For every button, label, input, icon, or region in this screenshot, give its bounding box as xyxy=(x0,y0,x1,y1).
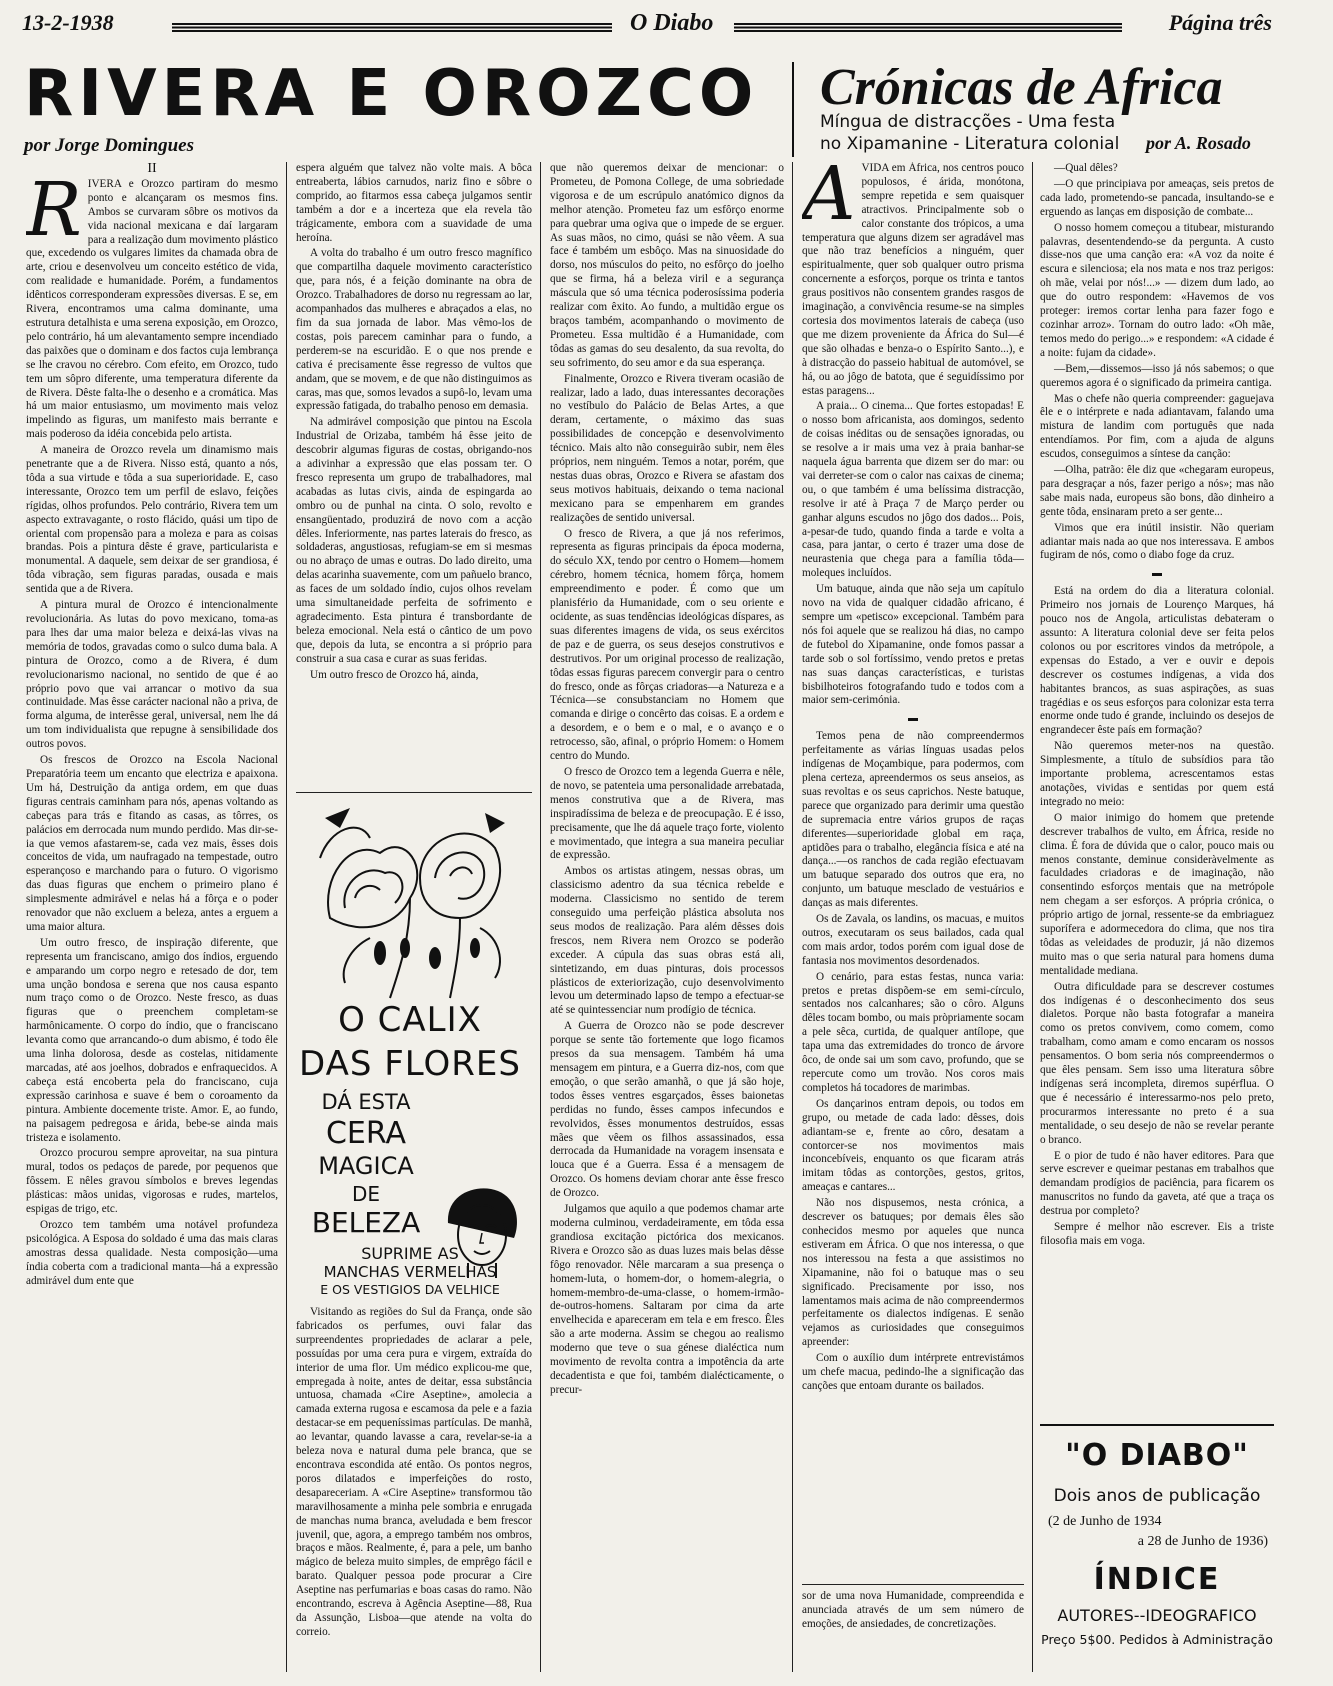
drop-cap: R xyxy=(26,166,82,253)
article-column-5 xyxy=(1040,162,1274,1416)
column-rule xyxy=(792,162,793,1672)
paragraph: Os dançarinos entram depois, ou todos em grupo, ou metade de cada lado: dêsses, dois adiantam-se e, frente ao côro, desatam a contorcer-se nos movimentos mais inconcebíveis, enquanto os que ficaram atrás imitam tôdas as contorções, gestos, gritos, ameaças e cantares... xyxy=(802,1097,1024,1194)
masthead-rule-right xyxy=(734,23,1122,32)
paragraph: —Bem,—dissemos—isso já nós sabemos; o que queremos agora é o significado da primeira cantiga. xyxy=(1040,362,1274,389)
notice-subtitle: Dois anos de publicação xyxy=(1053,1486,1261,1506)
masthead-rule-left xyxy=(172,23,612,32)
paragraph: E o pior de tudo é não haver editores. Para que serve escrever e queimar pestanas em trabalhos que demandam prodígios de paciência, para ficarem os manuscritos no fundo da gaveta, até que a traça os destrua por completo? xyxy=(1040,1149,1274,1218)
article-column-3 xyxy=(550,162,784,1672)
paragraph: Com o auxílio dum intérprete entrevistámos um chefe macua, pedindo-lhe a significação das canções que entoam durante os bailados. xyxy=(802,1352,1024,1392)
subtitle-line-2: no Xipamanine - Literatura colonial xyxy=(820,134,1120,154)
ad-line-5: MAGICA xyxy=(318,1152,414,1180)
advertisement-body xyxy=(296,1306,532,1672)
publication-name: O Diabo xyxy=(630,10,714,36)
paragraph: Um outro fresco de Orozco há, ainda, xyxy=(310,668,479,681)
paragraph: A maneira de Orozco revela um dinamismo mais penetrante que a de Rivera. Nisso está, quanto a nós, tôda a sua virtude e tôda a sua superioridade. E, caso interessante, Orozco tem um perfil de eslavo, feições rígidas, olhos profundos. Pelo contrário, Rivera tem um aspecto extravagante, o rosto flácido, quási um tipo de oriental com propensão para a moleza e para as coisas brandas. Pois a pintura dêste é grave, particularista e monumental. A daquele, sem deixar de ser grandiosa, é tôda vibração, sem figuras paradas, ousada e mais sentida que a de Rivera. xyxy=(26,444,278,596)
article-column-2 xyxy=(296,162,532,788)
paragraph: Orozco procurou sempre aproveitar, na sua pintura mural, todos os pedaços de parede, por pequenos que fôssem. E nêles gravou símbolos e breves legendas plásticas: mãos unidas, vigorosas e rudes, martelos, espigas de trigo, etc. xyxy=(26,1147,278,1216)
paragraph: Ambos os artistas atingem, nessas obras, um classicismo adentro da sua técnica rebelde e moderna. Classicismo no sentido de terem conseguido uma perfeição plástica absoluta nos seus modos de realização. Para além dêsses dois frescos, nem Rivera nem Orozco se poderão exceder. A cúpula das suas obras está ali, sintetizando, em duas pinturas, dois processos plásticos de exteriorização, cujo desenvolvimento levou um determinado lapso de tempo a efectuar-se até se quintessenciar num prodígio de técnica. xyxy=(550,865,784,1017)
paragraph: Um batuque, ainda que não seja um capítulo novo na vida de qualquer cidadão africano, é sempre um «petisco» excepcional. Também para nós foi aquele que se realizou há dias, no campo de futebol do Xipamanine, onde fomos passar a tarde sob o sol fortíssimo, vendo pretos e pretas nas suas danças características, e turistas bisbilhoteiros fotografando tudo e todos com a maior sem-cerimónia. xyxy=(802,583,1024,707)
paragraph: Finalmente, Orozco e Rivera tiveram ocasião de realizar, lado a lado, duas interessantes decorações no vestíbulo do Palácio de Belas Artes, a que deram, certamente, o máximo das suas possibilidades de concepção e desenvolvimento técnico. Mais alto não conseguirão subir, nem êles próprios, nem ninguém. Temos a notar, porém, que nestas duas obras, Orozco e Rivera se afastam dos seus motivos habituais, deixando o tema nacional mexicano para se empenharem em grandes realizações de sentido universal. xyxy=(550,372,784,524)
paragraph: VIDA em África, nos centros pouco populosos, é árida, monótona, sempre repetida e sem quaisquer atractivos. Principalmente sob o calor constante dos trópicos, a uma temperatura que alguns dizem ser agradável mas que não traz benefícios a ninguém, quer espiritualmente, quer sob qualquer outro prisma concernente a esforços, porque os trinta e tantos graus positivos não consentem grandes rasgos de imaginação, a convivência resume-se na simples cortesia dos movimentos laterais de cabeça (uso que me dizem proveniente da África do Sul—é que são olhadas e benza-o o Espírito Santo...), e à distracção do passeio habitual de automóvel, se há, ou ao jôgo de batota, que é seguidíssimo por estas paragens... xyxy=(802,162,1024,397)
paragraph: Está na ordem do dia a literatura colonial. Primeiro nos jornais de Lourenço Marques, há pouco nos de Angola, articulistas debateram o assunto: A literatura colonial deve ser feita pelos colonos ou por escritores vindos da metrópole, a expensas do Estado, a ver e ouvir e depois descrever os costumes indígenas, a vida dos habitantes brancos, as suas aspirações, as suas tragédias e os seus esforços para colonizar esta terra enorme onde tudo é grande, incluindo os desejos de engrandecer êste país em formação? xyxy=(1040,585,1274,737)
paragraph: espera alguém que talvez não volte mais. A bôca entreaberta, lábios carnudos, nariz fino e sôbre o comprido, ao fitarmos essa cabeça julgamos sentir também a dor e a incerteza que ela revela tão trágicamente, embora com a suavidade de uma heroína. xyxy=(296,162,532,244)
paragraph: O fresco de Orozco tem a legenda Guerra e nêle, de novo, se patenteia uma personalidade arrebatada, menos construtiva que a de Rivera, mas inspiradíssima de beleza e de preocupação. E é isso, precisamente, que lhe dá aquele traço forte, violento e movimentado, que integra a sua maneira peculiar de expressão. xyxy=(550,765,784,862)
article-column-1 xyxy=(26,162,278,1672)
column-rule xyxy=(1032,162,1033,1672)
paragraph: Não queremos meter-nos na questão. Simplesmente, a título de subsídios para tão importante problema, acrescentamos estas anotações, vividas e sentidas por quem está integrado no meio: xyxy=(1040,740,1274,808)
paragraph: IVERA e Orozco partiram do mesmo ponto e alcançaram os mesmos fins. Ambos se curvaram sôbre os motivos da vida nacional mexicana e daí largaram para a realização dum movimento plástico que, excedendo os vulgares limites da chamada obra de arte, criou e desenvolveu um conceito estético de vida, com realidade e humanidade. Porém, a fundamentos idênticos corresponderam expressões diversas. E se, em Rivera, encontramos uma calma dominante, uma estrutura detalhista e uma serena exposição, em Orozco, pelo contrário, há um alevantamento sempre incendiado das paixões que o dominam e dos factos cuja lembrança se lhe cravou no cérebro. Com efeito, em Orozco, tudo tem um sôpro diferente, uma temperatura diferente da de Rivera. Dêste falta-lhe o desenho e a cromática. Mas há um maior entusiasmo, um movimento mais veloz impelindo as figuras, um manifesto mais berrante e mais poderoso da idéia concebida pelo artista. xyxy=(26,177,278,441)
ad-headline-1: O CALIX xyxy=(338,1000,482,1040)
column-rule xyxy=(540,162,541,1672)
paragraph: Os frescos de Orozco na Escola Nacional Preparatória teem um encanto que electriza e apaixona. Um há, Destruição da antiga ordem, em que duas figuras centrais caminham para nós, apenas voltando as cabeças para trás e fitando as casas, as tôrres, os palácios em derrocada num mundo perdido. Mas dir-se-ia que vemos afastarem-se, cada vez mais, êsses dois conceitos de vida, um naufragado na tempestade, outro esperançoso e marchando para o futuro. O vigorismo das duas figuras que enchem o primeiro plano é simplesmente admirável e nelas há a fôrça e o poder renovador que não excluem a beleza, antes a erguem a uma maior altura. xyxy=(26,754,278,933)
paragraph: Outra dificuldade para se descrever costumes dos indígenas é o desconhecimento dos seus dialetos. Porque não basta fotografar a maneira como os pretos convivem, como comem, como trabalham, como amam e como encaram os nossos pensamentos. O bom seria nós compreendermos o que êles pensam. Sem isso uma literatura sôbre indígenas será incompleta, diremos supérflua. O que é necessário é interessarmo-nos pelo preto, procurarmos interessante no preto é a sua mentalidade, o seu desejo de não se revelar perante o branco. xyxy=(1040,980,1274,1146)
paragraph: O fresco de Rivera, a que já nos referimos, representa as figuras principais da época moderna, do século XX, tendo por centro o Homem—homem cérebro, homem técnica, homem fôrça, homem empreendimento e poder. É como que um planisfério da Humanidade, com o seu oriente e ocidente, as suas tendências ideológicas díspares, as suas diferentes imagens de vida, os seus exércitos de paz e de guerra, os seus desejos construtivos e destrutivos. Por um original processo de realização, tôdas essas figuras parecem convergir para o centro do fresco, onde as fôrças criadoras—a Natureza e a Técnica—se consubstanciam no Homem que comanda e dirige o concêrto das coisas. E a ordem e a desordem, e o bem e o mal, e o avanço e o retrocesso, são, afinal, o próprio Homem: o Homem centro do Mundo. xyxy=(550,527,784,763)
advertisement xyxy=(296,798,524,1298)
section-number: II xyxy=(147,162,157,176)
ad-line-10: E OS VESTIGIOS DA VELHICE xyxy=(320,1282,500,1297)
notice-index-heading: ÍNDICE xyxy=(1093,1562,1221,1597)
paragraph: Não nos dispusemos, nesta crónica, a descrever os batuques; por demais êles são conhecidos mesmo por aqueles que nunca estiveram em África. O que nos interessa, o que nos interessou na festa a que assistimos no Xipamanine, não foi o batuque mas o seu significado. Precisamente por isso, nos lamentamos mais acima de não compreendermos perfeitamente os dialectos indígenas. E senão vejamos as curiosidades que conseguimos apreender: xyxy=(802,1197,1024,1349)
notice-title: "O DIABO" xyxy=(1065,1438,1249,1473)
article-column-4 xyxy=(802,162,1024,1576)
paragraph: —O que principiava por ameaças, seis pretos de cada lado, prometendo-se pancada, insultando-se e erguendo as lanças em disposição de combate... xyxy=(1040,177,1274,218)
ad-top-rule xyxy=(296,792,532,793)
right-article-title: Crónicas de Africa xyxy=(820,59,1223,116)
paragraph: que não queremos deixar de mencionar: o Prometeu, de Pomona College, de uma sobriedade vigorosa e de um escrúpulo anatómico dignos da melhor atenção. Prometeu faz um esfôrço enorme para quebrar uma ogiva que o impede de se erguer. As suas mãos, no cimo, quási se não vêem. A sua face é também um esbôço. Mas na sinuosidade do dorso, nos músculos do peito, no esfôrço do joelho que se firma, há a beleza viril e a segurança máscula que só uma técnica poderosíssima poderia realizar com êxito. Ao fundo, a multidão ergue os braços também, acompanhando o movimento de Prometeu. Essa multidão é a Humanidade, com tôdas as gamas do seu desalento, da sua revolta, do seu sofrimento, do seu amor e da sua esperança. xyxy=(550,162,784,369)
paragraph: A volta do trabalho é um outro fresco magnífico que compartilha daquele movimento característico que, para nós, é a feição dominante na obra de Orozco. Trabalhadores de dorso nu regressam ao lar, acompanhados das mulheres e abraçados a elas, no fim da sua jornada de labor. Mas vêmo-los de costas, pois parecem caminhar para o fundo, a perderem-se na escuridão. E o que nos prende e cativa é precisamente êsse regresso de vultos que andam, que se movem, e de que não distinguimos as caras, mas que, somos levados a supô-lo, levam uma expressão fatigada, do trabalho penoso em demasia. xyxy=(296,247,532,413)
right-article-subtitle xyxy=(820,111,1119,155)
paragraph: Orozco tem também uma notável profundeza psicológica. A Esposa do soldado é uma das mais claras amostras dessa qualidade. Nesta composição—uma índia coberta com a tradicional manta—há a expressão admirável dum ente que xyxy=(26,1218,278,1287)
paragraph: Um outro fresco, de inspiração diferente, que representa um franciscano, amigo dos índios, erguendo e amparando um corpo negro e retesado de dor, tem uma unção bondosa e serena que nos causa espanto num traço como o de Orozco. Neste fresco, as duas figuras que o preenchem completam-se harmônicamente. O corpo do índio, que o franciscano levanta como que arrancando-o dum abismo, é todo êle uma linha dolorosa, desde as costelas, nitidamente marcadas, até aos joelhos, dobrados e enfraquecidos. A cabeça está encoberta pela do franciscano, cuja expressão carinhosa e suave é bem o coroamento da pintura. Ambiente docemente triste. Amor. E, ao fundo, na paisagem pedregosa e árida, bebe-se ainda mais tristeza e isolamento. xyxy=(26,936,278,1144)
left-article-title: RIVERA E OROZCO xyxy=(24,57,759,131)
ad-body-paragraph: Visitando as regiões do Sul da França, onde são fabricados os perfumes, ouvi falar das surpreendentes propriedades de aclarar a pele, possuídas por uma cera pura e virgem, extraída do interior de uma flor. Um médico explicou-me que, empregada à noite, antes de deitar, essa substância untuosa, chamada «Cire Aseptine», amolecia a camada externa rugosa e escamosa da pele e a fazia destacar-se em pequeníssimas partículas. De manhã, ao levantar, quando lavasse a cara, revelar-se-ia a beleza nova e natural duma pele branca, que se encontrava escondida até então. Os pontos negros, poros dilatados e imperfeições do rosto, desapareceriam. A «Cire Aseptine» transformou tão maravilhosamente a minha pele sombria e enrugada de manchas numa branca, aveludada e bem frescor juvenil, que, agora, a emprego também nos ombros, braços e mãos. Realmente, é, para a pele, um banho mágico de beleza muito simples, de emprêgo fácil e barato. Qualquer pessoa pode procurar a Cire Aseptine nas perfumarias e boas casas do ramo. Não encontrando, escreva à Agência Aseptine—88, Rua da Assunção, Lisboa—que atende na volta do correio. xyxy=(296,1306,532,1638)
ad-line-9: MANCHAS VERMELHAS xyxy=(323,1263,497,1281)
headline-divider xyxy=(792,62,794,157)
section-ornament: ▬ xyxy=(1152,568,1162,580)
ad-headline-2: DAS FLORES xyxy=(299,1044,521,1084)
ad-line-3: DÁ ESTA xyxy=(321,1090,411,1114)
notice-date-end: a 28 de Junho de 1936) xyxy=(1137,1534,1268,1549)
paragraph: Mas o chefe não queria compreender: gaguejava êle e o intérprete e nada adiantavam, falando uma mistura de landim com português que nada entendíamos. Por fim, com a ajuda de alguns escudos, conseguimos a síntese da canção: xyxy=(1040,392,1274,461)
right-article-byline: por A. Rosado xyxy=(1146,133,1251,153)
issue-date: 13-2-1938 xyxy=(22,10,114,35)
ad-line-6: DE xyxy=(351,1182,381,1206)
paragraph: O cenário, para estas festas, nunca varia: pretos e pretas dispõem-se em semi-círculo, sentados nos calcanhares; são o côro. Alguns dêles tocam bombo, ou mais pròpriamente socam a pele sêca, curtida, de qualquer antílope, que tapa uma das extremidades do tronco de árvore ôco, de onde sai um som cavo, profundo, que se repercute como um trovão. Nos coros mais completos há tocadores de marimbas. xyxy=(802,970,1024,1094)
subtitle-line-1: Míngua de distracções - Uma festa xyxy=(820,112,1116,132)
ad-line-7: BELEZA xyxy=(311,1206,421,1239)
notice-index-type: AUTORES--IDEOGRAFICO xyxy=(1057,1606,1257,1625)
left-article-byline: por Jorge Domingues xyxy=(24,135,194,156)
drop-cap: A xyxy=(802,162,856,237)
paragraph: A praia... O cinema... Que fortes estopadas! E o nosso bom africanista, aos domingos, sedento de coisas inéditas ou de sensações ignoradas, ou se resolve a ir mais uma vez à praia banhar-se naquela água barrenta que dizem ser do mar: ou vai derreter-se com o calor nas caixas de cinema; ou, o que também é uma belíssima distracção, resolve ir até à Praça 7 de Março perder ou ganhar alguns escudos no jôgo dos dados... Pois, a-pesar-de tudo, quando finda a tarde e volta a casa, para jantar, o certo é trazer uma dose de neurastenia que chega para a família tôda—moleques incluídos. xyxy=(802,400,1024,580)
paragraph: Julgamos que aquilo a que podemos chamar arte moderna culminou, verdadeiramente, em tôda essa grandiosa excitação pictórica dos mexicanos. Rivera e Orozco são as duas luzes mais belas dêsse fôgo renovador. Nêle marcaram a sua presença o homem-luta, o homem-dor, o homem-alegria, o homem-membro-de-uma-classe, o homem-irmão-de-outros-homens. Saltaram por cima da arte envelhecida e apareceram em tela e em fresco. Êles são a arte moderna. Assim se chegou ao realismo moderno que teve o sua génese dialéctica num movimento de revolta contra a impotência da arte decadentista e que foi, também dialécticamente, o precur- xyxy=(550,1203,784,1396)
paragraph: O nosso homem começou a titubear, misturando palavras, desentendendo-se da pergunta. A custo disse-nos que uma canção era: «A voz da noite é escura e silenciosa; ela nos mata e nos traz perigos: oh mãe, velai por nós!...» — dizem dum lado, ao que do outro respondem: «Havemos de vos proteger: iremos cortar lenha para fazer fogo e cozinhar arroz». Tornam do outro lado: «Oh mãe, temos medo do perigo...» e respondem: «A cidade é a noite: fujam da cidade». xyxy=(1040,221,1274,359)
page-number: Página três xyxy=(1168,10,1272,35)
paragraph: Vimos que era inútil insistir. Não queriam adiantar mais nada ao que nos interessava. E ambos fugiram de nós, como o diabo foge da cruz. xyxy=(1040,521,1274,562)
tail-rule xyxy=(802,1584,1024,1585)
paragraph: A Guerra de Orozco não se pode descrever porque se sente tão fortemente que logo ficamos presos da sua mensagem. Também há uma mensagem em pintura, e a Guerra diz-nos, com que emoção, o que serão amanhã, o que já são hoje, todos êsses ventres esgarçados, êsses baionetas perdidas no fundo, êsses campos infecundos e revolvidos, êsses monumentos destruídos, essas mães que vêem os filhos assassinados, essa derrocada da Humanidade na voragem insensata e louca que é a Guerra. Essa é a mensagem de Orozco. Os homens deviam chorar ante êsse fresco de Orozco. xyxy=(550,1020,784,1200)
left-article-continuation xyxy=(802,1590,1024,1670)
roses-illustration xyxy=(310,798,510,1003)
masthead xyxy=(22,10,1272,36)
paragraph: Sempre é melhor não escrever. Eis a triste filosofia mais em voga. xyxy=(1040,1221,1274,1247)
paragraph: —Qual dêles? xyxy=(1054,162,1118,174)
ad-line-8: SUPRIME AS xyxy=(361,1244,459,1263)
ad-line-4: CERA xyxy=(325,1116,407,1151)
diabo-index-notice xyxy=(1040,1424,1274,1672)
paragraph: O maior inimigo do homem que pretende descrever trabalhos de vulto, em África, reside no clima. É fora de dúvida que o calor, pouco mais ou menos constante, deminue consideràvelmente as faculdades criadoras e de imaginação, não consentindo esforços mentais que na metrópole nem chegam a ser esforços. A própria crónica, o próprio artigo de jornal, ressente-se da embriaguez suporífera e adormecedora do clima, que nos tira tôdas as veleidades de produzir, já não dizemos muito mas o que seria natural para homens duma mentalidade mediana. xyxy=(1040,811,1274,977)
paragraph: —Olha, patrão: êle diz que «chegaram europeus, para desgraçar a nós, fazer perigo a nós»; mas não sabe mais nada, europeus são bons, dão dinheiro a gente tôda, ensinaram preto a ser gente... xyxy=(1040,464,1274,518)
paragraph: Na admirável composição que pintou na Escola Industrial de Orizaba, também há êsse jeito de descobrir algumas figuras de costas, obrigando-nos a adivinhar a expressão que elas possam ter. O fresco representa um grupo de trabalhadores, mal acabadas as lutas civis, ainda de espingarda ao ombro ou de punhal na cinta. O solo, revolto e ensangüentado, produzirá de novo com a acção dêles. Inferiormente, nas partes laterais do fresco, as soldaderas, angustiosas, refugiam-se em si mesmas ou no abraço de umas e outras. Do lado direito, uma delas acarinha suavemente, com um pañuelo branco, as faces de um soldado índio, cujos olhos revelam uma simultaneidade perfeita de sofrimento e agradecimento. Esta pintura é transbordante de beleza emocional. Nela está o cântico de um povo que, depois da luta, se encontra a si próprio para construir a sua casa e curar as suas feridas. xyxy=(296,416,532,665)
notice-date-start: (2 de Junho de 1934 xyxy=(1048,1514,1162,1529)
paragraph: sor de uma nova Humanidade, compreendida e anunciada através de um sem número de emoções, de ansiedades, de concretizações. xyxy=(802,1590,1024,1630)
column-rule xyxy=(286,162,287,1672)
section-ornament: ▬ xyxy=(908,713,918,725)
notice-price: Preço 5$00. Pedidos à Administração xyxy=(1041,1632,1273,1647)
paragraph: Os de Zavala, os landins, os macuas, e muitos outros, executaram os seus bailados, cada qual com mais ardor, todos porém com igual dose de fantasia nos movimentos desordenados. xyxy=(802,913,1024,967)
paragraph: A pintura mural de Orozco é intencionalmente revolucionária. As lutas do povo mexicano, toma-as para lhes dar uma maior beleza e deixá-las vivas na memória de todos, gravadas como o sulco duma bala. A pintura de Orozco, como a de Rivera, é dum revolucionarismo nacional, no sentido de que é ao próprio povo que vai arrancar o motivo da sua continuidade. Mas êsse carácter nacional não a priva, de forma alguma, de interêsse geral, universal, nem lhe dá um tom individualista que repugne à sensibilidade dos outros povos. xyxy=(26,599,278,751)
paragraph: Temos pena de não compreendermos perfeitamente as várias línguas usadas pelos indígenas de Moçambique, para podermos, com plena certeza, apreendermos os seus anseios, as suas revoltas e os seus caprichos. Neste batuque, parece que organizado para derimir uma questão de supremacia entre vários grupos de raças diferentes—superioridade global em raça, aptidões para o trabalho, elegância física e até na dança...—os ranchos de cada região efectuavam um batuque separado dos outros que era, no conjunto, um batuque mesclado de vestuários e danças as mais diferentes. xyxy=(802,730,1024,910)
